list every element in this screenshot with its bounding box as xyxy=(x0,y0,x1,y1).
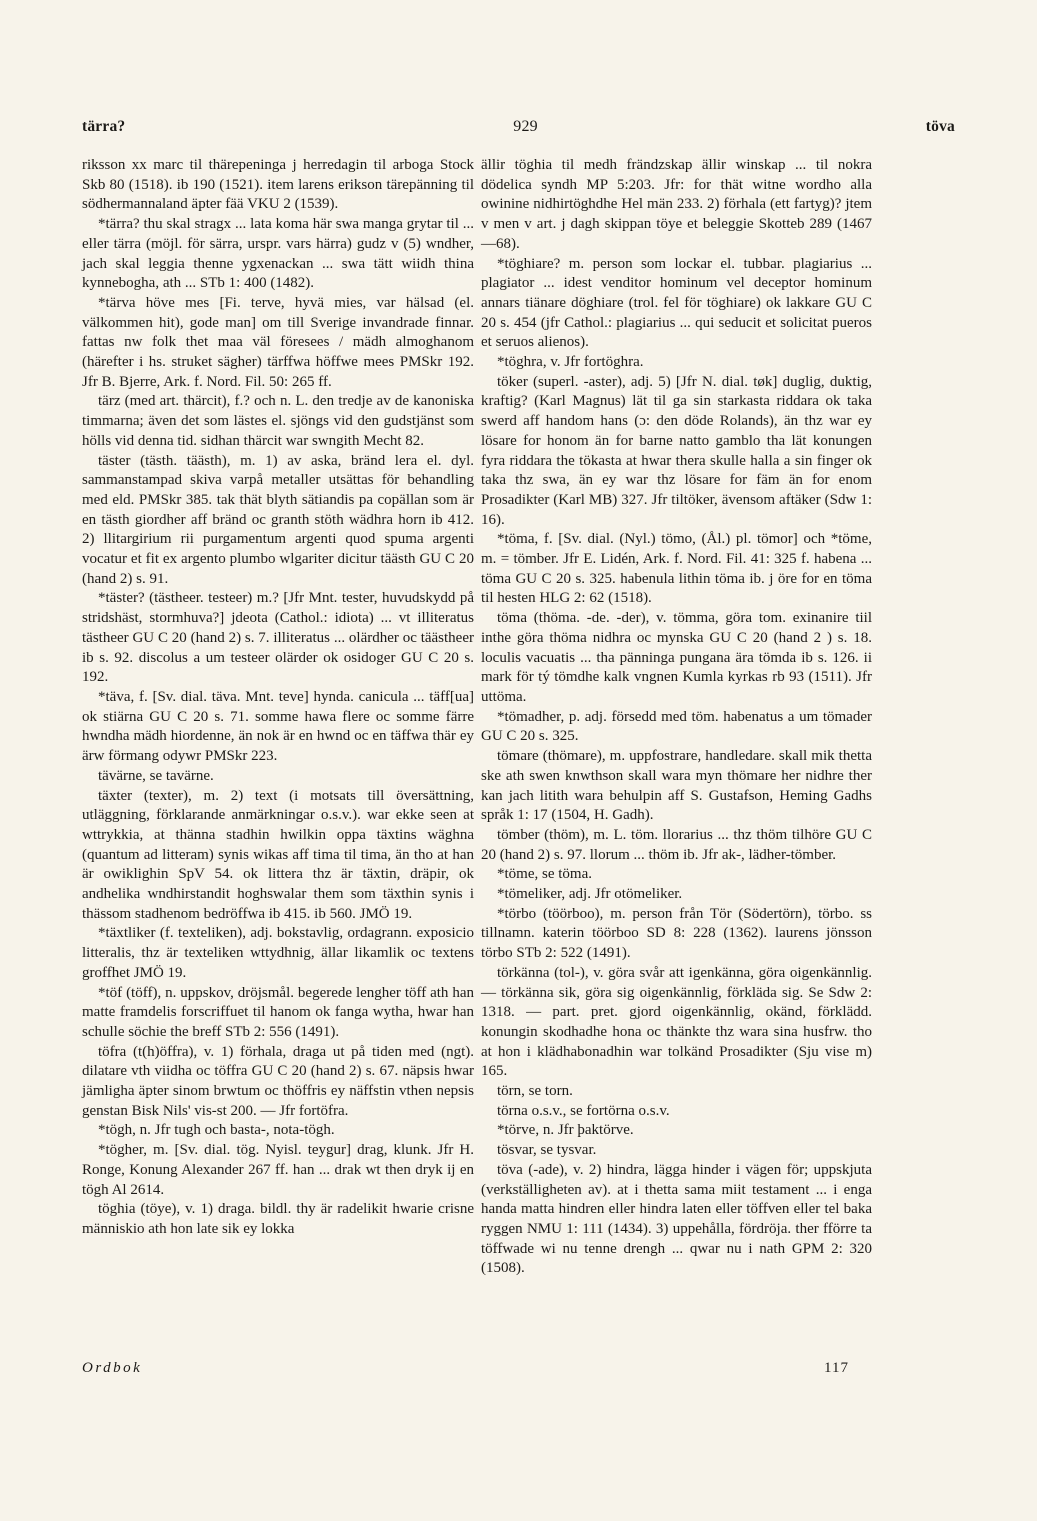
entry: tärz (med art. thärcit), f.? och n. L. den tredje av de kanoniska timmarna; även det som lästes el. sjöngs vid den gudstjänst som hölls vid denna tid. sidhan thärcit war swngith Mecht 82. xyxy=(82,393,474,449)
entry: *töf (töff), n. uppskov, dröjsmål. begerede lengher töff ath han matte framdelis forscriffuet til hanom ok fanga wytha, hwar han schulle söchie the breff STb 2: 556 (1491). xyxy=(82,984,474,1040)
entry: *tömeliker, adj. Jfr otömeliker. xyxy=(497,886,683,903)
entry: *töghiare? m. person som lockar el. tubbar. plagiarius ... plagiator ... idest venditor hominum vel deceptor hominum annars tiänare döghiare (trol. fel för töghiare) ok lakkare GU C 20 s. 454 (jfr Cathol.: plagiarius ... qui seducit et solicitat pueros et seruos alienos). xyxy=(481,255,872,351)
right-column xyxy=(481,156,872,1279)
entry: töghia (töye), v. 1) draga. bildl. thy är radelikit hwarie crisne människio ath hon late sik ey lokka xyxy=(82,1201,474,1237)
entry: *tömadher, p. adj. försedd med töm. habenatus a um tömader GU C 20 s. 325. xyxy=(481,708,872,745)
page-footer xyxy=(82,1360,849,1377)
entry: *tärva höve mes [Fi. terve, hyvä mies, var hälsad (el. välkommen hit), gode man] om till Sverige invandrade finnar. fattas nw folk thet maa väl föresees / mädh almoghanom (härefter i hs. struket sägher) tärffwa höffwe mees PMSkr 192. Jfr B. Bjerre, Ark. f. Nord. Fil. 50: 265 ff. xyxy=(82,294,474,390)
entry: *törve, n. Jfr þaktörve. xyxy=(497,1122,634,1139)
entry: *töma, f. [Sv. dial. (Nyl.) tömo, (Ål.) pl. tömor] och *töme, m. = tömber. Jfr E. Lidén, Ark. f. Nord. Fil. 41: 325 f. habena ... töma GU C 20 s. 325. habenula lithin töma ib. j öre for en töma til hesten HLG 2: 62 (1518). xyxy=(481,531,872,607)
entry: *tögh, n. Jfr tugh och basta-, nota-tögh. xyxy=(98,1122,335,1139)
page-number: 929 xyxy=(513,118,538,135)
entry: *töghra, v. Jfr fortöghra. xyxy=(497,354,644,371)
entry: täster (tästh. täästh), m. 1) av aska, bränd lera el. dyl. sammanstampad skiva varpå metaller utsättas för behandling med eld. PMSkr 385. tak thät blyth sätiandis pa copällan som är en tästh giordher aff bränd oc granth stöth wädhra horn ib 412. 2) llitargirium rii purgamentum argenti quod spuma argenti vocatur et fit ex argento plumbo wlgariter dicitur täästh GU C 20 (hand 2) s. 91. xyxy=(82,452,474,587)
entry: riksson xx marc til thärepeninga j herredagin til arboga Stock Skb 80 (1518). ib 190 (1521). item larens erikson tärepänning til södhermannaland äpter fää VKU 2 (1539). xyxy=(82,157,474,213)
header-right-word: töva xyxy=(925,118,955,135)
entry: *tögher, m. [Sv. dial. tög. Nyisl. teygur] drag, klunk. Jfr H. Ronge, Konung Alexander 267 ff. han ... drak wt then dryk ij en tögh Al 2614. xyxy=(82,1142,474,1198)
entry: töma (thöma. -de. -der), v. tömma, göra tom. exinanire tiil inthe göra thöma nidhra oc mynska GU C 20 (hand 2 ) s. 18. loculis vacuatis ... tha pänninga pungana ära tömda ib s. 126. ii mark för tý tömdhe kalk vngnen Kumla kyrkas rb 93 (1511). Jfr uttöma. xyxy=(481,610,872,705)
entry: *töme, se töma. xyxy=(497,866,592,883)
left-column xyxy=(82,156,474,1240)
entry: törna o.s.v., se fortörna o.s.v. xyxy=(497,1102,670,1119)
entry: ällir töghia til medh frändzskap ällir winskap ... til nokra dödelica syndh MP 5:203. Jfr: for thät witne wordho alla owinine nidhirtöghdhe Hel män 233. 2) förhala (ett fartyg)? jtem v men v art. j dagh skippan töye et beleggie Skotteb 289 (1467—68). xyxy=(481,157,872,252)
running-head xyxy=(82,118,955,136)
entry: *tärra? thu skal stragx ... lata koma här swa manga grytar til ... eller tärra (möjl. för särra, urspr. vars härra) gudz v (5) wndher, jach skal leggia thenne ygxenackan ... swa tätt wiidh thina kynnebogha, ath ... STb 1: 400 (1482). xyxy=(82,216,474,292)
entry: *täster? (tästheer. testeer) m.? [Jfr Mnt. tester, huvudskydd på stridshäst, stormhuva?] jdeota (Cathol.: idiota) ... vt illiteratus tästheer GU C 20 (hand 2) s. 7. illiteratus ... olärdher oc täästheer ib s. 92. discolus a um testeer olärder ok osidoger GU C 20 s. 192. xyxy=(82,590,474,686)
entry: tävärne, se tavärne. xyxy=(98,767,214,784)
entry: *täxtliker (f. texteliken), adj. bokstavlig, ordagrann. exposicio litteralis, thz är texteliken wttydhnig, ällar likamlik oc textens groffhet JMÖ 19. xyxy=(82,925,474,981)
entry: tömber (thöm), m. L. töm. llorarius ... thz thöm tilhöre GU C 20 (hand 2) s. 97. llorum ... thöm ib. Jfr ak-, lädher-tömber. xyxy=(481,826,872,863)
entry: töker (superl. -aster), adj. 5) [Jfr N. dial. tøk] duglig, duktig, kraftig? (Karl Magnus) lät til ga sin starkasta riddara ok taka swerd aff handom hans (ɔ: den döde Rolands), än thz war ey lösare for honom än for barne natto gamblo tha lät konungen fyra riddara the tökasta at hwar thera skulle halla a sin finger ok taka thz swa, än ey war thz lösare for fäm än for enom Prosadikter (Karl MB) 327. Jfr tiltöker, ävensom aftäker (Sdw 1: 16). xyxy=(481,373,872,528)
header-left-word: tärra? xyxy=(82,118,126,135)
entry: törn, se torn. xyxy=(497,1083,573,1100)
entry: töfra (t(h)öffra), v. 1) förhala, draga ut på tiden med (ngt). dilatare vth viidha oc töffra GU C 20 (hand 2) s. 67. näpsis hwar jämligha äpter sinom brwtum oc thöffris ey näffstin vthen nepsis genstan Bisk Nils' vis-st 200. — Jfr fortöfra. xyxy=(82,1043,474,1119)
entry: täxter (texter), m. 2) text (i motsats till översättning, utläggning, förklarande anmärkningar o.s.v.). war ekke seen at wttrykkia, at thänna stadhin hwilkin oppa täxtins wäghna (quantum ad litteram) synis wikas aff tima til tima, än tho at han är owiklighin SpV 54. ok littera thz är täxtin, dräpir, ok andhelika wndhirstandit hoghswalar them som täxthin synis i thässom stadhenom bedröffwa ib 415. ib 560. JMÖ 19. xyxy=(82,787,474,922)
entry: *törbo (töörboo), m. person från Tör (Södertörn), törbo. ss tillnamn. katerin töörboo SD 8: 228 (1362). laurens jönsson törbo STb 2: 522 (1491). xyxy=(481,905,872,962)
entry: töva (-ade), v. 2) hindra, lägga hinder i vägen för; uppskjuta (verkställigheten av). at i thetta sama miit testament ... i enga handa matta hindren eller hindra laten eller töffven eller tel baka ryggen NMU 1: 111 (1434). 3) uppehålla, fördröja. ther fförre ta töffwade wi nu tenne drengh ... qwar nu i nath GPM 2: 320 (1508). xyxy=(481,1161,872,1277)
signature-mark: Ordbok xyxy=(82,1360,143,1376)
entry: tömare (thömare), m. uppfostrare, handledare. skall mik thetta ske ath swen knwthson skall wara myn thömare her nidhre ther kan jach litith wara behulpin aff S. Gustafson, Heming Gadhs språk 1: 17 (1504, H. Gadh). xyxy=(481,748,872,824)
entry: tösvar, se tysvar. xyxy=(497,1142,597,1159)
entry: *täva, f. [Sv. dial. täva. Mnt. teve] hynda. canicula ... täff[ua] ok stiärna GU C 20 s. 71. somme hawa flere oc somme färre hwndha mädh hiordenne, än nok är en hwnd oc en täffwa thär ey ärw förmang odywr PMSkr 223. xyxy=(82,688,474,765)
entry: törkänna (tol-), v. göra svår att igenkänna, göra oigenkännlig. — törkänna sik, göra sig oigenkännlig, förkläda sig. Se Sdw 2: 1318. — part. pret. gjord oigenkännlig, okänd, förklädd. konungin skodhadhe hona oc thänkte thz wara sina husfrw. tho at hon i klädhabonadhin war tolkänd Prosadikter (Sju vise m) 165. xyxy=(481,964,872,1080)
sheet-number: 117 xyxy=(824,1360,849,1376)
